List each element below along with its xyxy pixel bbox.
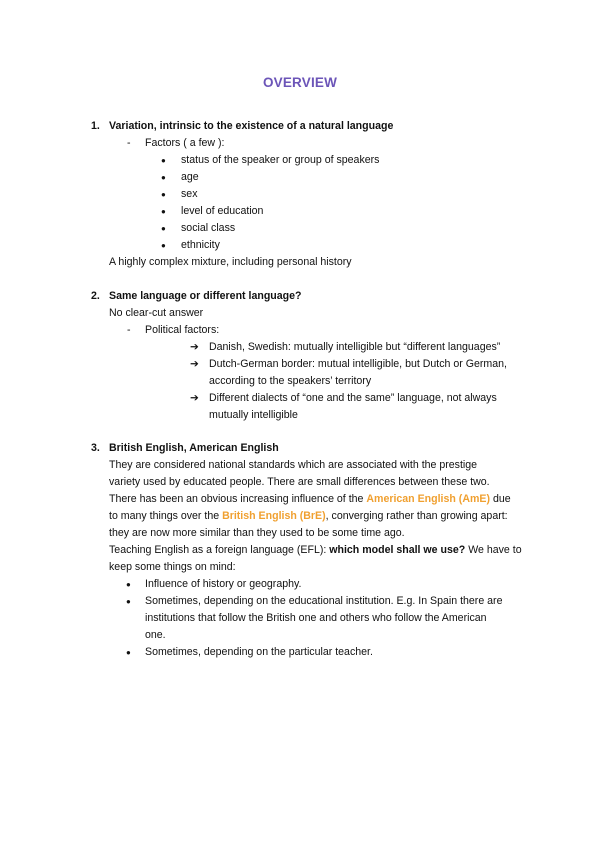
section-number: 2. [91,290,100,302]
bullet-icon: ● [161,173,166,182]
arrow-right-icon: ➔ [190,358,199,370]
section-title: British English, American English [109,442,279,454]
list-item-continuation: institutions that follow the British one and others who follow the American [145,612,487,624]
bullet-icon: ● [161,207,166,216]
section-heading [91,288,531,305]
bullet-icon: ● [126,648,131,657]
list-item: ➔ Different dialects of “one and the same” language, not always [91,390,531,407]
bullet-icon: ● [161,224,166,233]
arrow-right-icon: ➔ [190,392,199,404]
summary-text: A highly complex mixture, including personal history [109,256,352,268]
list-item: ➔ Dutch-German border: mutual intelligible, but Dutch or German, [91,356,531,373]
bullet-icon: ● [126,580,131,589]
emphasis-question: which model shall we use? [329,544,466,556]
dash-marker: - [127,324,131,336]
list-item-continuation: mutually intelligible [209,409,298,421]
list-item-continuation: according to the speakers’ territory [209,375,372,387]
list-item: ● Sometimes, depending on the particular teacher. [91,644,531,661]
section-heading [91,440,531,457]
bullet-icon: ● [161,241,166,250]
highlight-ame: American English (AmE) [366,493,490,505]
paragraph: They are considered national standards which are associated with the prestige variety used by educated people. There are small differences between these two. There has been an obvious increasing influence of the American English (AmE) due to many things over the British English (BrE), converging rather than growing apart: they are now more similar than they used to be some time ago. Teaching English as a foreign language (EFL): which model shall we use? We have to keep some things on mind: [109,459,522,573]
bullet-icon: ● [126,597,131,606]
list-item: ● ethnicity [91,237,531,254]
list-item-continuation: one. [145,629,166,641]
list-item: ● sex [91,186,531,203]
section-title: Same language or different language? [109,290,302,302]
dash-marker: - [127,137,131,149]
section-variation [91,118,531,271]
political-label: - Political factors: [91,322,531,339]
list-item: ● Sometimes, depending on the educational institution. E.g. In Spain there are [91,593,531,610]
list-item: ➔ Danish, Swedish: mutually intelligible but “different languages” [91,339,531,356]
page-title: OVERVIEW [262,75,338,90]
section-heading [91,118,531,135]
bullet-icon: ● [161,156,166,165]
bullet-icon: ● [161,190,166,199]
list-item: ● age [91,169,531,186]
highlight-bre: British English (BrE) [222,510,326,522]
section-number: 1. [91,120,100,132]
factors-label: - Factors ( a few ): [91,135,531,152]
section-british-american [91,440,531,661]
answer-text: No clear-cut answer [109,307,204,319]
list-item: ● social class [91,220,531,237]
list-item: ● level of education [91,203,531,220]
list-item: ● status of the speaker or group of speakers [91,152,531,169]
list-item: ● Influence of history or geography. [91,576,531,593]
section-same-language [91,288,531,424]
section-number: 3. [91,442,100,454]
section-title: Variation, intrinsic to the existence of a natural language [109,120,394,132]
arrow-right-icon: ➔ [190,341,199,353]
